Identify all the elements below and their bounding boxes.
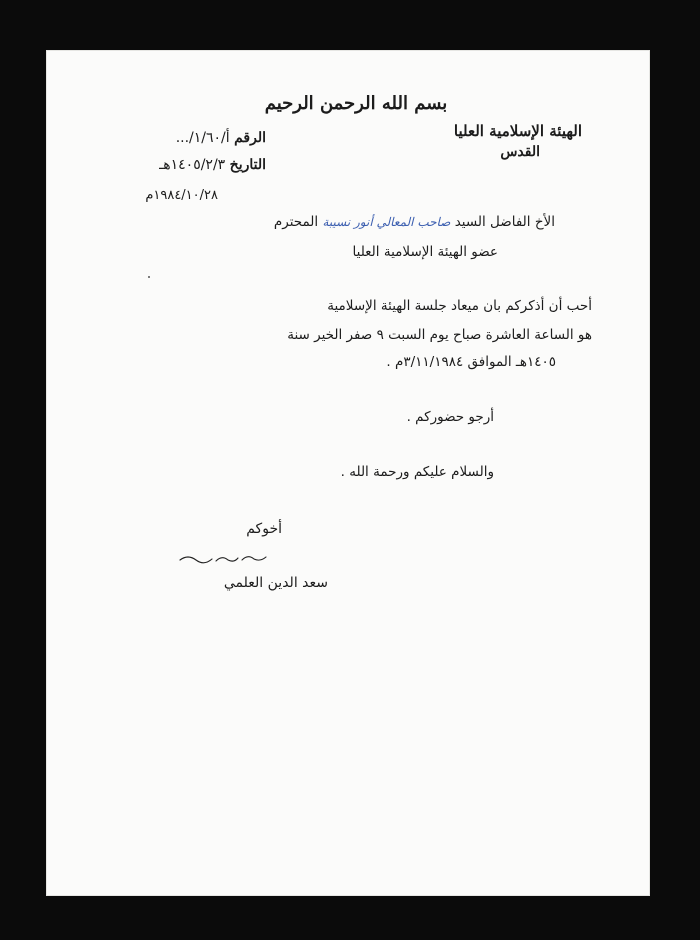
signer-name: سعد الدين العلمي [223,575,328,591]
greeting-prefix: الأخ الفاضل السيد [454,214,555,230]
body-line-2: هو الساعة العاشرة صباح يوم السبت ٩ صفر الخير سنة [287,327,592,343]
date-gregorian: ١٩٨٤/١٠/٢٨م [145,188,218,203]
body-line-3: ١٤٠٥هـ الموافق ٣/١١/١٩٨٤م . [386,354,556,370]
body-line-1: أحب أن أذكركم بان ميعاد جلسة الهيئة الإسلامية [327,298,592,314]
letter-page [46,50,650,896]
recipient-title: عضو الهيئة الإسلامية العليا [352,244,498,260]
stray-dot-mark [148,276,150,278]
reference-label: الرقم [234,130,266,146]
date-line [159,157,266,173]
reference-line [176,130,266,146]
basmala-heading: بسم الله الرحمن الرحيم [264,93,448,114]
sign-off: أخوكم [246,521,282,537]
date-label: التاريخ [229,157,266,173]
greeting-line [274,214,555,230]
handwritten-signature [178,550,268,566]
reference-number: أ/١/٦٠/... [175,130,230,146]
handwritten-recipient-name: صاحب المعالي أنور نسيبة [322,215,451,229]
date-hijri: ١٤٠٥/٢/٣هـ [159,157,226,173]
closing-request: أرجو حضوركم . [406,409,494,425]
organization-name: الهيئة الإسلامية العليا [453,122,582,140]
closing-salutation: والسلام عليكم ورحمة الله . [340,464,494,480]
greeting-suffix: المحترم [273,214,319,230]
organization-city: القدس [500,144,540,160]
